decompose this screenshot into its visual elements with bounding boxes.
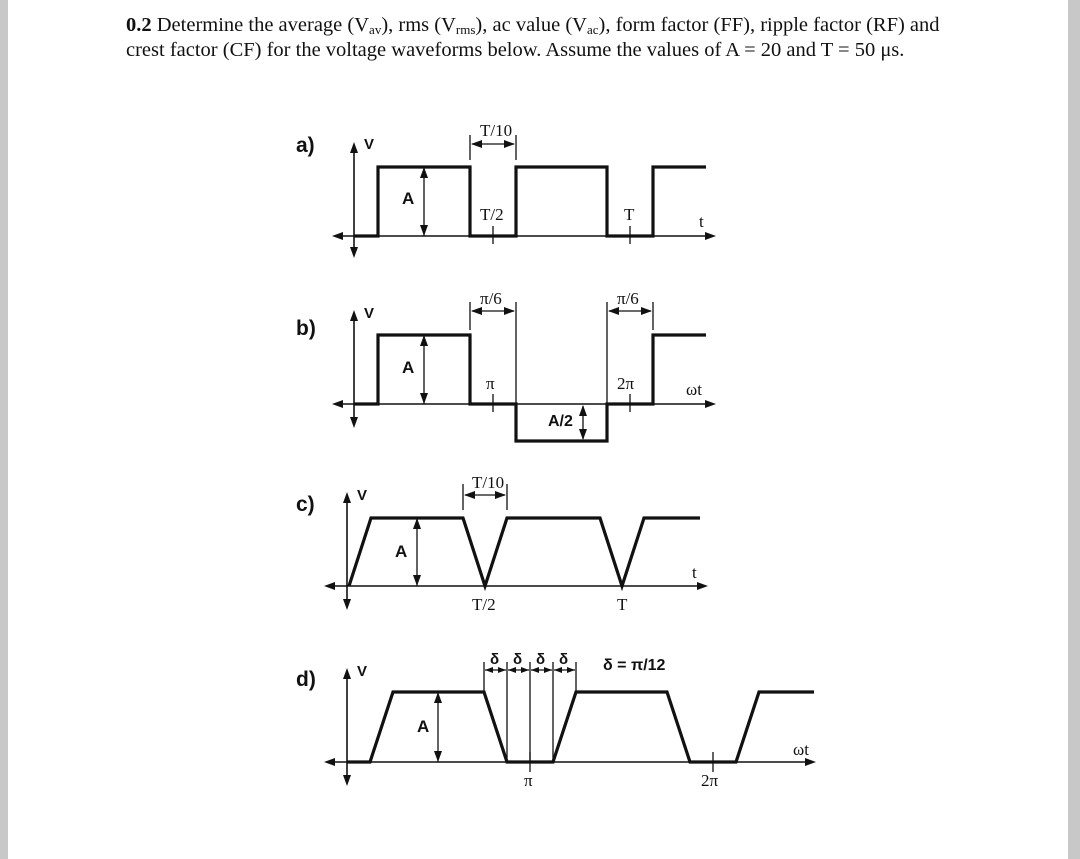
figure-b-negative-label: A/2 — [548, 413, 573, 430]
figure-b — [296, 289, 716, 441]
figure-a-dimension-label: T/10 — [480, 121, 513, 140]
figure-d-2pi-label: 2π — [701, 771, 719, 790]
figure-a-amplitude-label: A — [402, 189, 415, 208]
figure-b-2pi-label: 2π — [617, 374, 635, 393]
figure-c-period-label: T — [617, 595, 628, 614]
figure-d-delta-label-3: δ — [536, 651, 546, 668]
figure-d-delta-definition: δ = π/12 — [603, 657, 666, 674]
figure-d — [296, 651, 816, 790]
figure-b-dimension-label-1: π/6 — [480, 289, 502, 308]
figure-c — [296, 473, 708, 614]
figure-c-x-label: t — [692, 563, 697, 582]
figure-b-amplitude-label: A — [402, 358, 415, 377]
figure-d-delta-label-4: δ — [559, 651, 569, 668]
figure-d-delta-label-2: δ — [513, 651, 523, 668]
figure-d-pi-label: π — [524, 771, 533, 790]
figure-c-label: c) — [296, 493, 315, 516]
figure-a-half-period-label: T/2 — [480, 205, 504, 224]
figure-a-v-label: V — [364, 136, 375, 153]
figure-c-half-period-label: T/2 — [472, 595, 496, 614]
figure-a-x-label: t — [699, 212, 704, 231]
figure-d-delta-label-1: δ — [490, 651, 500, 668]
figure-a-label: a) — [296, 134, 315, 157]
figure-a — [296, 121, 716, 258]
figure-d-label: d) — [296, 668, 316, 691]
figure-d-v-label: V — [357, 663, 368, 680]
figure-d-x-label: ωt — [793, 740, 809, 759]
figure-b-pi-label: π — [486, 374, 495, 393]
figure-c-dimension-label: T/10 — [472, 473, 505, 492]
problem-statement: 0.2 Determine the average $(V_{av})$, rms $(V_{rms})$, ac value $(V_{ac})$, form factor (FF), ripple factor (RF) and crest factor (CF) for the voltage waveforms below. Assume the values of A = 20 and T = 50 μs. — [126, 14, 940, 61]
figure-b-x-label: ωt — [686, 380, 702, 399]
figure-a-period-label: T — [624, 205, 635, 224]
figure-b-label: b) — [296, 317, 316, 340]
figure-c-v-label: V — [357, 487, 368, 504]
figure-b-waveform — [354, 335, 706, 441]
figure-c-amplitude-label: A — [395, 542, 408, 561]
figure-d-amplitude-label: A — [417, 717, 430, 736]
problem-number: 0.2 — [126, 14, 152, 36]
figure-b-dimension-label-2: π/6 — [617, 289, 639, 308]
figure-b-v-label: V — [364, 305, 375, 322]
